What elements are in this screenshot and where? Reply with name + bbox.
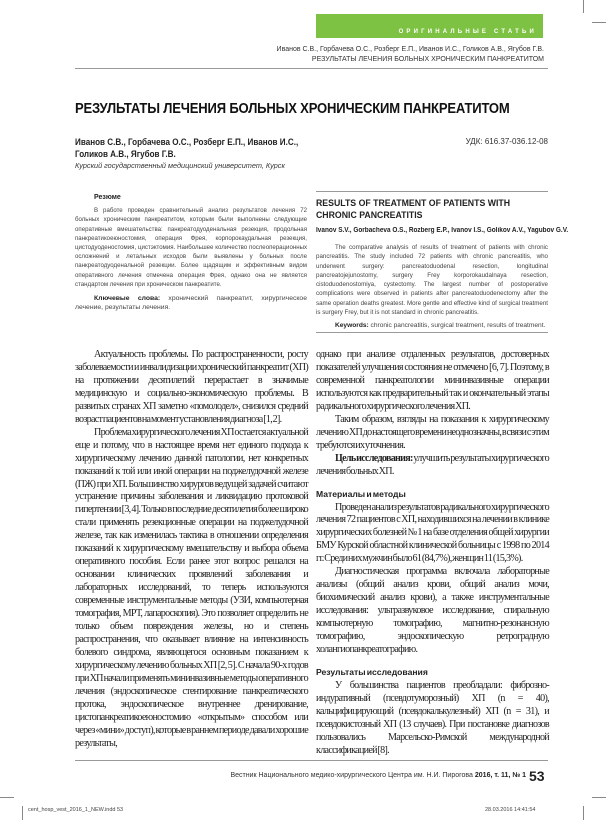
abstract-ru — [75, 193, 307, 312]
body-paragraph: Проведен анализ результатов радикального хирургического лечения 72 пациентов с ХП, находившихся на лечении в клинике хирургических болезней №1 на базе отделения общей хирургии БМУ Курской областной клинической больницы с 1998 по 2014 гг. Среди них мужчин было 61 (84,7%), женщин 11 (15,3%). — [316, 501, 549, 565]
running-authors: Иванов С.В., Горбачева О.С., Розберг Е.П., Иванов И.С., Голиков А.В., Ягубов Г.В. — [276, 46, 544, 53]
crop-mark — [592, 22, 606, 23]
keywords-label: Ключевые слова: — [94, 295, 161, 303]
abstract-en-bottom-rule — [316, 332, 548, 333]
section-label: ОРИГИНАЛЬНЫЕ СТАТЬИ — [398, 29, 537, 35]
goal-label: Цель исследования: — [335, 452, 413, 464]
abstract-en — [316, 191, 569, 330]
body-paragraph: Актуальность проблемы. По распространенности, росту заболеваемости и инвалидизации хронический панкреатит (ХП) на протяжении десятилетий перерастает в значимые медицинскую и социально-экономическую проблемы. В развитых странах ХП заметно «помолодел», снизился средний возраст пациентов на момент установления диагноза [1, 2]. — [75, 349, 308, 425]
article-title: РЕЗУЛЬТАТЫ ЛЕЧЕНИЯ БОЛЬНЫХ ХРОНИЧЕСКИМ ПАНКРЕАТИТОМ — [75, 101, 510, 117]
results-heading: Результаты исследования — [316, 666, 428, 677]
body-column-left — [75, 349, 308, 751]
authors-line: Иванов С.В., Горбачева О.С., Розберг Е.П., Иванов И.С., — [75, 137, 299, 147]
body-paragraph: Таким образом, взгляды на показания к хирургическому лечению ХП до настоящего времени неоднозначны, в связи с этим требуются их уточнения. — [316, 413, 549, 451]
abstract-text: В работе проведен сравнительный анализ результатов лечения 72 больных хроническим панкреатитом, которым были выполнены следующие оперативные вмешательства: панкреатодуоденальная резекция, продольная панкреатикоеюностомия, операция Фрея, корпорокаудальная резекция, цистодуоденостомия, цистэктомия. Наибольшее количество послеоперационных осложнений и летальных исходов были выявлены у больных после панкреатодуоденальной резекции. Более щадящим и эффективным видом оперативного лечения отмечена операция Фрея, однако она не является стандартом лечения при хроническом панкреатите. — [75, 207, 307, 288]
keywords-text: chronic pancreatitis, surgical treatment, results of treatment. — [368, 322, 546, 330]
crop-mark — [0, 797, 14, 798]
abstract-en-title: RESULTS OF TREATMENT OF PATIENTS WITH CHRONIC PANCREATITIS — [316, 198, 511, 221]
journal-footer — [230, 772, 526, 779]
article-authors — [75, 137, 327, 160]
crop-mark — [583, 0, 584, 13]
keywords — [75, 294, 307, 312]
affiliation: Курский государственный медицинский университет, Курск — [75, 161, 285, 170]
journal-issue: 2016, т. 11, № 1 — [474, 772, 526, 779]
crop-mark — [583, 806, 584, 820]
keywords-text: хронический панкреатит, хирургическое лечение, результаты лечения. — [75, 295, 307, 312]
crop-mark — [22, 806, 23, 820]
print-timestamp: 28.03.2016 14:41:54 — [485, 807, 536, 813]
body-paragraph: однако при анализе отдаленных результатов, достоверных показателей улучшения состояния не отмечено [6, 7]. Поэтому, в современной панкреатологии мининвазивные операции используются как предварительный так и окончательный этапы радикального хирургического лечения ХП. — [316, 349, 549, 412]
body-paragraph: Проблема хирургического лечения ХП остается актуальной еще и потому, что в настоящее время нет единого подхода к хирургическому лечению данной патологии, нет конкретных показаний к той или иной операции на поджелудочной железе (ПЖ) при ХП. Большинство хирургов ведущей задачей считают устранение причины заболевания и ликвидацию протоковой гипертензии [3, 4]. Только в последние десятилетия более широко стали применять резекционные операции на поджелудочной железе, так как изменилась тактика в отношении определения показаний к хирургическому вмешательству и выбора объема оперативного пособия. Если ранее этот вопрос решался на основании клинических проявлений заболевания и лабораторных исследований, то теперь используются современные инструментальные методы (УЗИ, компьютерная томография, МРТ, лапароскопия). Это позволяет определить не только объем повреждения железы, но и степень распространения, что оказывает влияние на интенсивность болевого синдрома, являющегося основным показанием к хирургическому лечению больных ХП [2, 5]. С начала 90-х годов при ХП начали применять мининвазивные методы оперативного лечения (эндоскопическое стентирование панкреатического протока, эндоскопическое внутреннее дренирование, цистопанкреатикоеюностомию «открытым» способом или через «мини» доступ), которые в раннем периоде давали хорошие результаты, — [75, 426, 308, 749]
running-title: РЕЗУЛЬТАТЫ ЛЕЧЕНИЯ БОЛЬНЫХ ХРОНИЧЕСКИМ ПАНКРЕАТИТОМ — [311, 56, 544, 63]
abstract-en-text: The comparative analysis of results of treatment of patients with chronic pancreatitis. The study included 72 patients with chronic pancreatitis, who underwent surgery: pancreatoduodenal resection, longitudinal pancreatojejunostomy, surgery Frey korporokaudalnaya resection, cistoduodenostomiya, cystectomy. The largest number of postoperative complications were observed in patients after pancreatoduodenectomy after the same operation deaths greatest. More gentle and effective kind of surgical treatment is surgery Frey, but it is not standard in chronic pancreatitis. — [316, 244, 548, 317]
abstract-en-keywords — [316, 322, 548, 329]
abstract-heading: Резюме — [94, 194, 121, 201]
keywords-label: Keywords: — [335, 322, 369, 330]
authors-line: Голиков А.В., Ягубов Г.В. — [75, 148, 176, 159]
crop-mark — [592, 797, 606, 798]
section-banner — [316, 14, 543, 38]
print-slug: cent_hosp_vest_2016_1_NEW.indd 53 — [28, 807, 124, 813]
footer-divider — [75, 760, 548, 761]
body-paragraph: Диагностическая программа включала лабораторные анализы (общий анализ крови, общий анализ мочи, биохимический анализ крови), а также инструментальные исследования: ультразвуковое исследование, спиральную компьютерную томографию, магнитно-резонансную томографию, эндоскопическую ретроградную холангиопанкреатографию. — [316, 566, 549, 656]
page-number: 53 — [529, 768, 545, 784]
header-divider — [75, 68, 548, 69]
methods-heading: Материалы и методы — [316, 488, 406, 499]
journal-name: Вестник Национального медико-хирургического Центра им. Н.И. Пирогова — [230, 772, 475, 779]
body-paragraph: У большинства пациентов преобладали: фиброзно-индуративный (псевдотуморозный) ХП (n = 40), кальцифицирующий (псевдокалькулезный) ХП (n = 31), и псевдокистозный ХП (13 случаев). При постановке диагнозов пользовались Марсельско-Римской международной классификацией [8]. — [316, 679, 549, 756]
body-column-right — [316, 349, 549, 758]
goal-paragraph — [316, 453, 549, 479]
goal-text: улучшить результаты хирургического лечения больных ХП. — [316, 452, 550, 477]
abstract-en-authors: Ivanov S.V., Gorbacheva O.S., Rozberg E.P., Ivanov I.S., Golikov A.V., Yagubov G.V. — [316, 227, 569, 234]
udk-code: УДК: 616.37-036.12-08 — [465, 137, 548, 146]
running-header — [277, 45, 544, 65]
